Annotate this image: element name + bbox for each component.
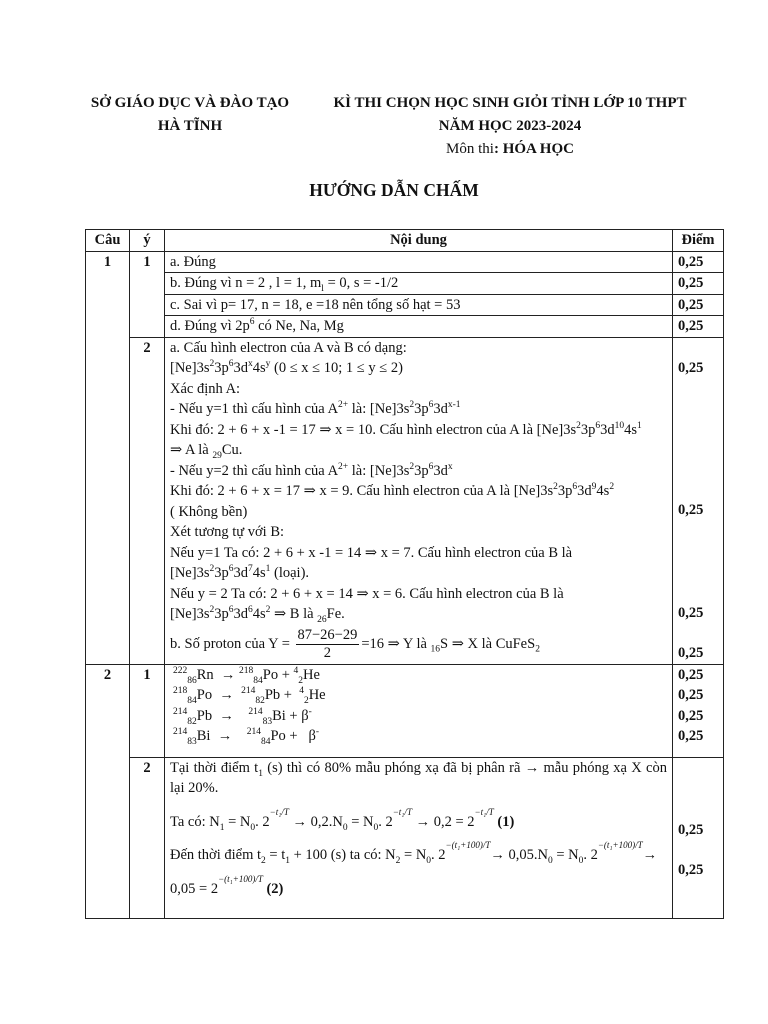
table-row	[86, 251, 724, 273]
y-1-1: 1	[130, 251, 165, 337]
header-noi-dung: Nội dung	[165, 230, 673, 252]
score: 0,25	[673, 251, 724, 273]
table-row	[86, 294, 724, 316]
header-diem: Điểm	[673, 230, 724, 252]
y-1-2: 2	[130, 337, 165, 664]
table-row	[86, 273, 724, 295]
table-row	[86, 664, 724, 757]
y-2-2: 2	[130, 757, 165, 918]
table-row	[86, 757, 724, 918]
q2-2-content: Tại thời điểm $t_1$ (s) thì có 80% mẫu phóng xạ đã bị phân rã → mẫu phóng xạ X còn lại 20%. Ta có: $N_1 = N_0$. $2^{-t_1/T} \to 0,2.N_0 = N_0$. $2^{-t_1/T} \to 0,2 = 2^{-t_1/T}$ (1) Đến thời điểm $t_2 = t_1 + 100$ (s) ta có: $N_2 = N_0$. $2^{-(t_1+100)/T}\to 0,05.N_0 = N_0$. $2^{-(t_1+100)/T}\to$ $0,05 = 2^{-(t_1+100)/T}$ (2)	[165, 757, 673, 918]
q1-1-d: d. Đúng vì $2p^6$ có Ne, Na, Mg	[165, 316, 673, 338]
header-cau: Câu	[86, 230, 130, 252]
exam-line-2: NĂM HỌC 2023-2024	[438, 118, 582, 134]
table-row	[86, 337, 724, 664]
cau-1: 1	[86, 251, 130, 664]
q2-2-scores: 0,25 0,25	[673, 757, 724, 918]
table-header-row	[86, 230, 724, 252]
q1-1-a: a. Đúng	[165, 251, 673, 273]
y-2-1: 1	[130, 664, 165, 757]
score: 0,25	[673, 273, 724, 295]
q2-1-reactions: $^{222}_{86}$Rn → $^{218}_{84}$Po + $^4_2$He $^{218}_{84}$Po → $^{214}_{82}$Pb + $^4_2$He $^{214}_{82}$Pb → $^{214}_{83}$Bi + β- $^{214}_{83}$Bi → $^{214}_{84}$Po + β-	[165, 664, 673, 757]
subject-label: Môn thi	[446, 141, 494, 157]
q1-1-b: b. Đúng vì n = 2 , l = 1, $m_l = 0$, s = -1/2	[165, 273, 673, 295]
q1-2-scores: 0,25 0,25 0,25 0,25	[673, 337, 724, 664]
exam-line-1: KÌ THI CHỌN HỌC SINH GIỎI TỈNH LỚP 10 THPT	[333, 95, 687, 111]
exam-subject	[322, 138, 698, 161]
q2-1-scores: 0,25 0,25 0,25 0,25	[673, 664, 724, 757]
score: 0,25	[673, 316, 724, 338]
document-title: HƯỚNG DẪN CHẤM	[309, 180, 479, 200]
header-organization	[82, 92, 298, 138]
cau-2: 2	[86, 664, 130, 918]
header-exam	[322, 92, 698, 161]
header-y: ý	[130, 230, 165, 252]
score: 0,25	[673, 294, 724, 316]
q1-2-content: a. Cấu hình electron của A và B có dạng: $[Ne]3s^23p^63d^x4s^y$ (0 ≤ x ≤ 10; 1 ≤ y ≤ 2) Xác định A: - Nếu y=1 thì cấu hình của $A^{2+}$ là: $[Ne]3s^23p^63d^{x-1}$ Khi đó: 2 + 6 + x -1 = 17 ⇒ x = 10. Cấu hình electron của A là $[Ne]3s^23p^63d^{10}4s^1$ ⇒ A là $_{29}$Cu. - Nếu y=2 thì cấu hình của $A^{2+}$ là: $[Ne]3s^23p^63d^x$ Khi đó: 2 + 6 + x = 17 ⇒ x = 9. Cấu hình electron của A là $[Ne]3s^23p^63d^94s^2$ ( Không bền) Xét tương tự với B: Nếu y=1 Ta có: 2 + 6 + x -1 = 14 ⇒ x = 7. Cấu hình electron của B là $[Ne]3s^23p^63d^74s^1$ (loại). Nếu y = 2 Ta có: 2 + 6 + x = 14 ⇒ x = 6. Cấu hình electron của B là $[Ne]3s^23p^63d^64s^2$ ⇒ B là $_{26}$Fe. b. Số proton của Y = $\frac{87-26-29}{2}$ =16 ⇒ Y là $_{16}$S ⇒ X là CuFeS$_2$	[165, 337, 673, 664]
org-line-1: SỞ GIÁO DỤC VÀ ĐÀO TẠO	[90, 95, 290, 111]
org-line-2: HÀ TĨNH	[157, 118, 223, 134]
subject-value: : HÓA HỌC	[493, 141, 574, 157]
fraction: $\frac{87-26-29}{2}$	[297, 626, 358, 661]
table-row	[86, 316, 724, 338]
q1-1-c: c. Sai vì p= 17, n = 18, e =18 nên tổng số hạt = 53	[165, 294, 673, 316]
scoring-table	[85, 229, 724, 919]
